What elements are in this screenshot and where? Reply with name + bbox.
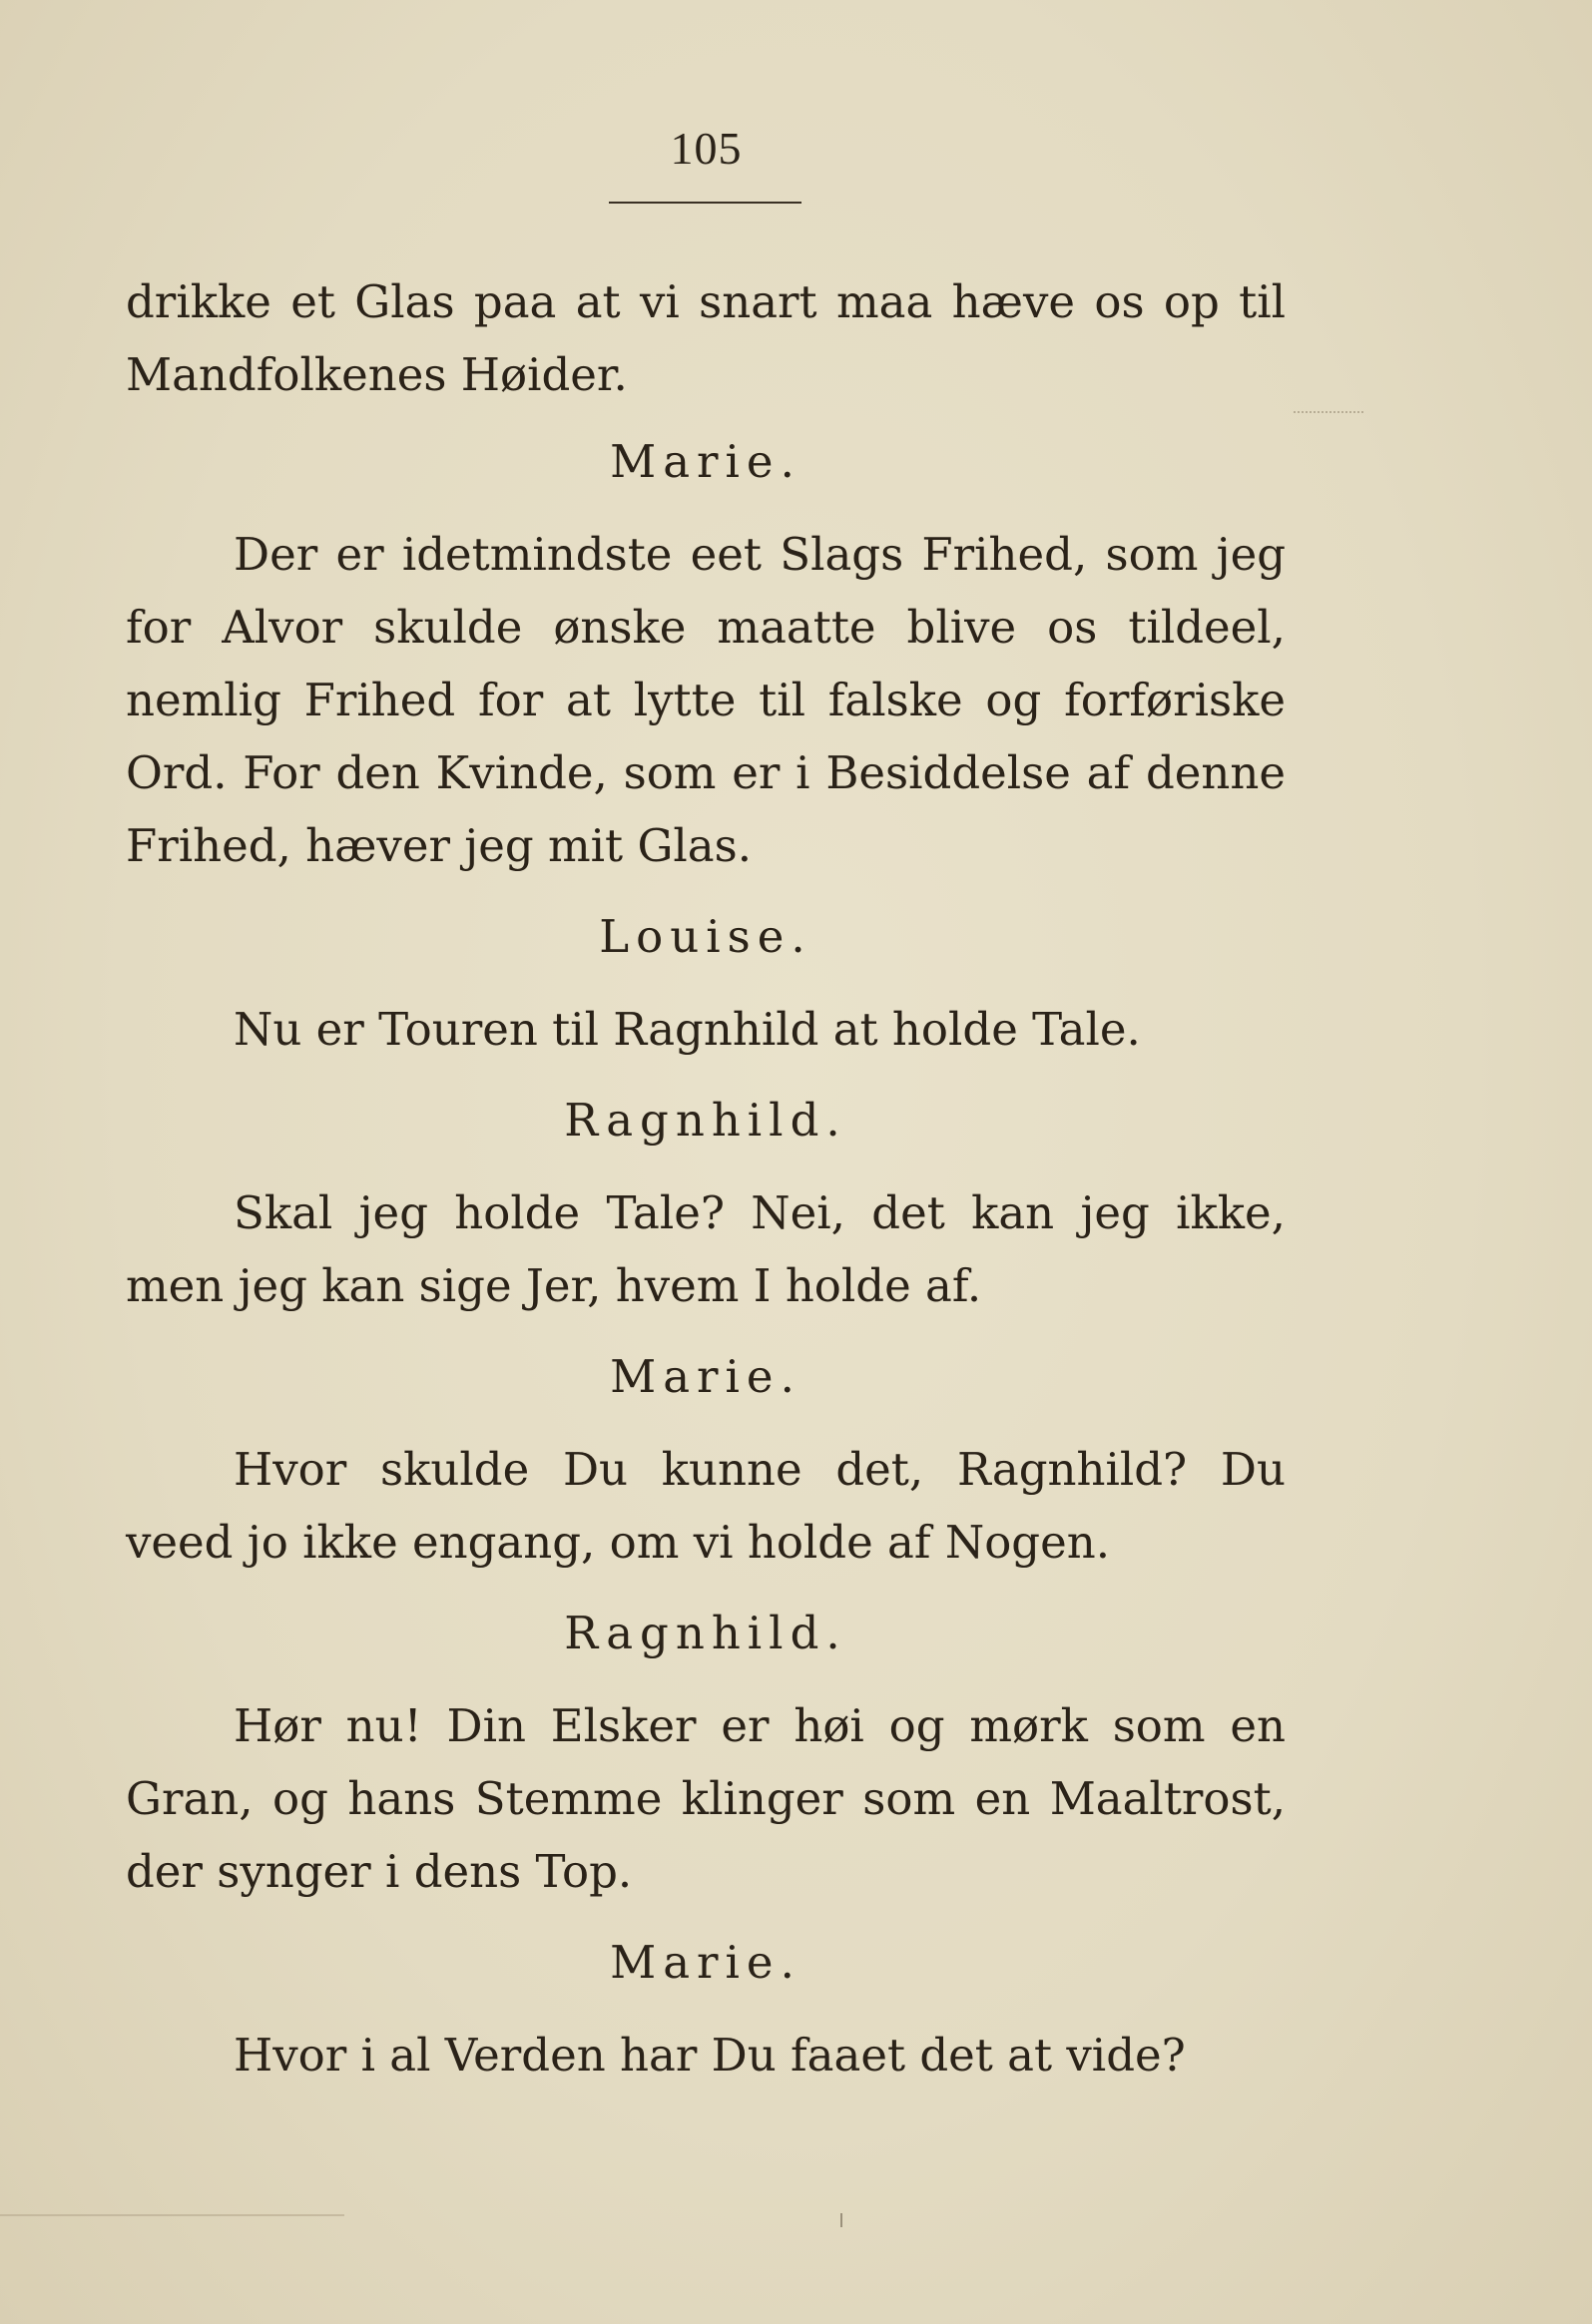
page-number-rule [609, 202, 801, 204]
paragraph: Hør nu! Din Elsker er høi og mørk som en Gran, og hans Stemme klinger som en Maaltrost, der synger i dens Top. [126, 1699, 1286, 1898]
page-edge-tick [840, 2213, 842, 2227]
paragraph: Der er idetmindste eet Slags Frihed, som jeg for Alvor skulde ønske maatte blive os tildeel, nemlig Frihed for at lytte til falske og forføriske Ord. For den Kvinde, som er i Besiddelse af denne Frihed, hæver jeg mit Glas. [126, 528, 1286, 872]
speaker-name: Louise. [599, 910, 812, 963]
margin-mark [1294, 401, 1363, 413]
speaker-name: Ragnhild. [564, 1094, 847, 1147]
play-text [126, 265, 1286, 2092]
page-number: 105 [670, 123, 743, 174]
paragraph: Hvor skulde Du kunne det, Ragnhild? Du veed jo ikke engang, om vi holde af Nogen. [126, 1443, 1286, 1569]
speaker-name: Marie. [610, 1936, 801, 1989]
page-edge-line [0, 2214, 344, 2216]
paragraph: Nu er Touren til Ragnhild at holde Tale. [234, 1003, 1141, 1056]
paragraph: Skal jeg holde Tale? Nei, det kan jeg ikke, men jeg kan sige Jer, hvem I holde af. [126, 1186, 1286, 1312]
speaker-name: Marie. [610, 435, 801, 488]
paragraph: drikke et Glas paa at vi snart maa hæve os op til Mandfolkenes Høider. [126, 275, 1286, 401]
speaker-name: Ragnhild. [564, 1607, 847, 1659]
paragraph: Hvor i al Verden har Du faaet det at vide? [234, 2029, 1186, 2082]
speaker-name: Marie. [610, 1350, 801, 1403]
